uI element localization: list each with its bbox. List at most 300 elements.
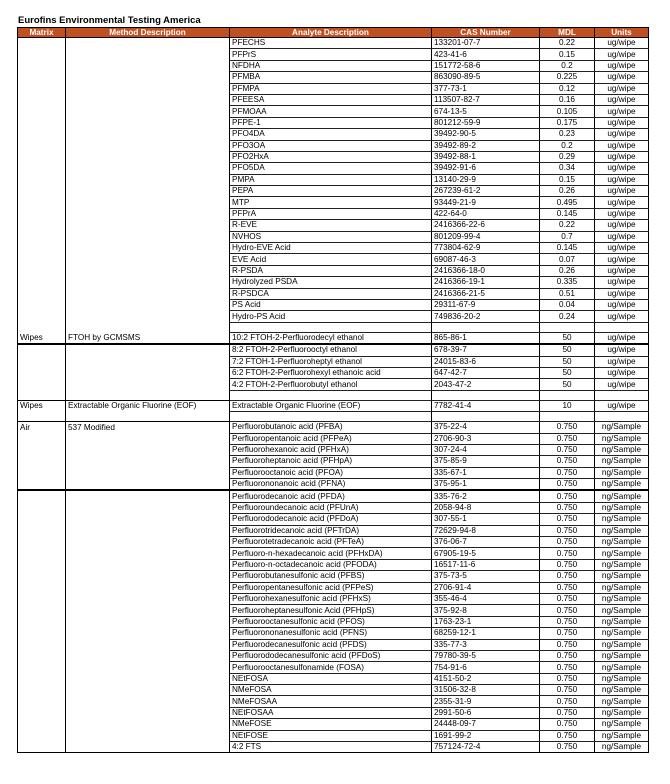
table-row (18, 673, 649, 684)
method-cell (66, 467, 230, 478)
matrix-cell (18, 650, 66, 661)
method-cell (66, 548, 230, 559)
matrix-cell (18, 163, 66, 174)
mdl-cell: 0.26 (540, 186, 595, 197)
table-row (18, 299, 649, 310)
analyte-cell: NMeFOSAA (230, 696, 432, 707)
matrix-cell (18, 129, 66, 140)
method-cell (66, 628, 230, 639)
matrix-cell (18, 265, 66, 276)
cas-number-cell: 2991-50-6 (432, 707, 540, 718)
mdl-cell: 0.34 (540, 163, 595, 174)
cas-number-cell: 678-39-7 (432, 344, 540, 356)
analyte-table (17, 27, 649, 753)
matrix-cell (18, 117, 66, 128)
cas-number-cell: 335-76-2 (432, 490, 540, 502)
units-cell: ng/Sample (595, 662, 649, 673)
matrix-cell (18, 559, 66, 570)
analyte-cell: Hydrolyzed PSDA (230, 277, 432, 288)
matrix-cell (18, 456, 66, 467)
analyte-cell (230, 322, 432, 332)
cas-number-cell: 801212-59-9 (432, 117, 540, 128)
mdl-cell: 0.225 (540, 72, 595, 83)
analyte-cell: Perfluorotetradecanoic acid (PFTeA) (230, 537, 432, 548)
table-row (18, 265, 649, 276)
units-cell: ug/wipe (595, 379, 649, 390)
analyte-cell: PFO3OA (230, 140, 432, 151)
matrix-cell (18, 254, 66, 265)
mdl-cell: 0.750 (540, 548, 595, 559)
table-row (18, 129, 649, 140)
matrix-cell (18, 94, 66, 105)
matrix-cell (18, 616, 66, 627)
table-row (18, 444, 649, 455)
units-cell: ng/Sample (595, 525, 649, 536)
mdl-cell: 0.750 (540, 707, 595, 718)
table-row (18, 502, 649, 513)
units-cell: ng/Sample (595, 571, 649, 582)
units-cell: ug/wipe (595, 60, 649, 71)
cas-number-cell: 16517-11-6 (432, 559, 540, 570)
analyte-cell (230, 412, 432, 422)
matrix-cell: Wipes (18, 400, 66, 411)
analyte-cell: PFO2HxA (230, 151, 432, 162)
method-cell (66, 525, 230, 536)
method-cell (66, 593, 230, 604)
matrix-cell (18, 537, 66, 548)
mdl-cell: 0.145 (540, 243, 595, 254)
mdl-cell: 0.23 (540, 129, 595, 140)
table-row (18, 559, 649, 570)
units-cell: ng/Sample (595, 559, 649, 570)
matrix-cell (18, 467, 66, 478)
analyte-cell: NMeFOSE (230, 719, 432, 730)
analyte-cell: Perfluorononanesulfonic acid (PFNS) (230, 628, 432, 639)
mdl-cell: 0.750 (540, 719, 595, 730)
mdl-cell: 0.750 (540, 433, 595, 444)
matrix-cell: Air (18, 422, 66, 433)
analyte-cell: NEtFOSA (230, 673, 432, 684)
units-cell: ug/wipe (595, 106, 649, 117)
matrix-cell (18, 151, 66, 162)
table-row (18, 639, 649, 650)
units-cell: ng/Sample (595, 456, 649, 467)
mdl-cell: 50 (540, 356, 595, 367)
units-cell: ng/Sample (595, 742, 649, 753)
mdl-cell: 0.750 (540, 559, 595, 570)
matrix-cell (18, 379, 66, 390)
units-cell: ug/wipe (595, 83, 649, 94)
mdl-cell: 50 (540, 379, 595, 390)
units-cell: ng/Sample (595, 605, 649, 616)
units-cell: ug/wipe (595, 38, 649, 49)
matrix-cell (18, 344, 66, 356)
method-cell (66, 707, 230, 718)
matrix-cell (18, 60, 66, 71)
mdl-cell: 0.145 (540, 208, 595, 219)
units-cell: ng/Sample (595, 730, 649, 741)
mdl-cell: 0.750 (540, 685, 595, 696)
matrix-cell (18, 174, 66, 185)
matrix-cell (18, 288, 66, 299)
table-row (18, 662, 649, 673)
matrix-cell: Wipes (18, 332, 66, 344)
mdl-cell: 0.750 (540, 514, 595, 525)
cas-number-cell: 2043-47-2 (432, 379, 540, 390)
units-cell: ng/Sample (595, 628, 649, 639)
mdl-cell: 0.2 (540, 60, 595, 71)
units-cell: ug/wipe (595, 117, 649, 128)
analyte-cell: Perfluorobutanesulfonic acid (PFBS) (230, 571, 432, 582)
analyte-cell: Perfluorononanoic acid (PFNA) (230, 479, 432, 491)
cas-number-cell: 4151-50-2 (432, 673, 540, 684)
units-cell: ug/wipe (595, 254, 649, 265)
method-cell (66, 456, 230, 467)
header-analyte-description: Analyte Description (230, 28, 432, 38)
method-cell (66, 186, 230, 197)
analyte-cell: Perfluoro-n-octadecanoic acid (PFODA) (230, 559, 432, 570)
method-cell (66, 412, 230, 422)
method-cell (66, 582, 230, 593)
units-cell: ug/wipe (595, 129, 649, 140)
matrix-cell (18, 412, 66, 422)
cas-number-cell: 2706-90-3 (432, 433, 540, 444)
matrix-cell (18, 444, 66, 455)
mdl-cell: 0.07 (540, 254, 595, 265)
units-cell: ng/Sample (595, 593, 649, 604)
table-row (18, 433, 649, 444)
units-cell: ug/wipe (595, 174, 649, 185)
analyte-cell: Extractable Organic Fluorine (EOF) (230, 400, 432, 411)
table-row (18, 49, 649, 60)
mdl-cell: 0.750 (540, 571, 595, 582)
cas-number-cell: 2416366-18-0 (432, 265, 540, 276)
spacer-row (18, 322, 649, 332)
matrix-cell (18, 49, 66, 60)
mdl-cell: 0.04 (540, 299, 595, 310)
table-header-row (18, 28, 649, 38)
analyte-cell: Perfluoropentanesulfonic acid (PFPeS) (230, 582, 432, 593)
cas-number-cell: 647-42-7 (432, 367, 540, 378)
cas-number-cell: 375-22-4 (432, 422, 540, 433)
method-cell (66, 650, 230, 661)
analyte-cell: PS Acid (230, 299, 432, 310)
units-cell: ng/Sample (595, 537, 649, 548)
analyte-cell: NVHOS (230, 231, 432, 242)
units-cell (595, 412, 649, 422)
matrix-cell (18, 593, 66, 604)
table-row (18, 231, 649, 242)
cas-number-cell: 68259-12-1 (432, 628, 540, 639)
table-row (18, 582, 649, 593)
table-row (18, 719, 649, 730)
cas-number-cell: 7782-41-4 (432, 400, 540, 411)
table-row (18, 379, 649, 390)
table-row (18, 490, 649, 502)
mdl-cell: 0.750 (540, 628, 595, 639)
cas-number-cell: 2416366-21-5 (432, 288, 540, 299)
table-row (18, 140, 649, 151)
method-cell (66, 356, 230, 367)
analyte-cell: NFDHA (230, 60, 432, 71)
matrix-cell (18, 490, 66, 502)
table-row (18, 94, 649, 105)
method-cell (66, 243, 230, 254)
analyte-cell: Perfluoropentanoic acid (PFPeA) (230, 433, 432, 444)
method-cell (66, 571, 230, 582)
analyte-cell: Perfluorohexanesulfonic acid (PFHxS) (230, 593, 432, 604)
matrix-cell (18, 433, 66, 444)
table-row (18, 650, 649, 661)
report-title: Eurofins Environmental Testing America (18, 15, 201, 26)
mdl-cell: 0.750 (540, 616, 595, 627)
method-cell (66, 72, 230, 83)
analyte-cell: PFPrS (230, 49, 432, 60)
matrix-cell (18, 628, 66, 639)
cas-number-cell: 2706-91-4 (432, 582, 540, 593)
table-row (18, 479, 649, 491)
method-cell: 537 Modified (66, 422, 230, 433)
table-row (18, 174, 649, 185)
matrix-cell (18, 140, 66, 151)
mdl-cell: 0.750 (540, 525, 595, 536)
matrix-cell (18, 719, 66, 730)
matrix-cell (18, 571, 66, 582)
matrix-cell (18, 742, 66, 753)
table-row (18, 514, 649, 525)
matrix-cell (18, 479, 66, 491)
units-cell: ng/Sample (595, 616, 649, 627)
mdl-cell: 50 (540, 332, 595, 344)
method-cell (66, 662, 230, 673)
units-cell: ng/Sample (595, 479, 649, 491)
spacer-row (18, 412, 649, 422)
matrix-cell (18, 514, 66, 525)
table-row (18, 311, 649, 322)
cas-number-cell: 749836-20-2 (432, 311, 540, 322)
cas-number-cell: 376-06-7 (432, 537, 540, 548)
units-cell: ng/Sample (595, 582, 649, 593)
cas-number-cell (432, 322, 540, 332)
table-row (18, 344, 649, 356)
cas-number-cell: 2416366-22-6 (432, 220, 540, 231)
analyte-cell: 4:2 FTS (230, 742, 432, 753)
analyte-cell: PFPrA (230, 208, 432, 219)
cas-number-cell: 335-67-1 (432, 467, 540, 478)
table-row (18, 742, 649, 753)
analyte-cell: R-PSDCA (230, 288, 432, 299)
table-row (18, 60, 649, 71)
method-cell (66, 742, 230, 753)
table-row (18, 243, 649, 254)
units-cell: ng/Sample (595, 719, 649, 730)
cas-number-cell: 375-92-8 (432, 605, 540, 616)
analyte-cell: R-EVE (230, 220, 432, 231)
cas-number-cell: 375-95-1 (432, 479, 540, 491)
analyte-cell: Hydro-PS Acid (230, 311, 432, 322)
cas-number-cell: 375-85-9 (432, 456, 540, 467)
cas-number-cell: 754-91-6 (432, 662, 540, 673)
cas-number-cell: 801209-99-4 (432, 231, 540, 242)
units-cell: ng/Sample (595, 467, 649, 478)
table-row (18, 696, 649, 707)
analyte-cell: Hydro-EVE Acid (230, 243, 432, 254)
table-row (18, 422, 649, 433)
units-cell: ng/Sample (595, 673, 649, 684)
method-cell (66, 719, 230, 730)
cas-number-cell: 1763-23-1 (432, 616, 540, 627)
analyte-cell: PFPE-1 (230, 117, 432, 128)
header-cas-number: CAS Number (432, 28, 540, 38)
method-cell (66, 106, 230, 117)
cas-number-cell: 335-77-3 (432, 639, 540, 650)
analyte-cell: Perfluorododecanoic acid (PFDoA) (230, 514, 432, 525)
table-row (18, 525, 649, 536)
cas-number-cell: 93449-21-9 (432, 197, 540, 208)
table-row (18, 208, 649, 219)
matrix-cell (18, 72, 66, 83)
analyte-cell: PFMPA (230, 83, 432, 94)
cas-number-cell: 307-24-4 (432, 444, 540, 455)
method-cell (66, 277, 230, 288)
cas-number-cell: 39492-90-5 (432, 129, 540, 140)
units-cell: ug/wipe (595, 49, 649, 60)
cas-number-cell: 133201-07-7 (432, 38, 540, 49)
cas-number-cell: 423-41-6 (432, 49, 540, 60)
method-cell (66, 559, 230, 570)
mdl-cell: 0.2 (540, 140, 595, 151)
analyte-cell: Perfluorotridecanoic acid (PFTrDA) (230, 525, 432, 536)
table-row (18, 72, 649, 83)
matrix-cell (18, 390, 66, 400)
table-row (18, 616, 649, 627)
table-row (18, 288, 649, 299)
units-cell: ug/wipe (595, 163, 649, 174)
method-cell (66, 83, 230, 94)
table-row (18, 38, 649, 49)
table-row (18, 537, 649, 548)
units-cell: ug/wipe (595, 311, 649, 322)
mdl-cell: 0.750 (540, 696, 595, 707)
method-cell (66, 514, 230, 525)
analyte-cell: Perfluoroheptanesulfonic Acid (PFHpS) (230, 605, 432, 616)
table-row (18, 254, 649, 265)
analyte-cell: Perfluorooctanesulfonic acid (PFOS) (230, 616, 432, 627)
table-row (18, 332, 649, 344)
mdl-cell: 0.335 (540, 277, 595, 288)
header-mdl: MDL (540, 28, 595, 38)
method-cell (66, 299, 230, 310)
matrix-cell (18, 367, 66, 378)
cas-number-cell: 69087-46-3 (432, 254, 540, 265)
method-cell (66, 673, 230, 684)
method-cell (66, 288, 230, 299)
units-cell: ug/wipe (595, 186, 649, 197)
mdl-cell: 0.15 (540, 174, 595, 185)
cas-number-cell: 267239-61-2 (432, 186, 540, 197)
units-cell: ug/wipe (595, 277, 649, 288)
analyte-cell: 6:2 FTOH-2-Perfluorohexyl ethanoic acid (230, 367, 432, 378)
units-cell: ug/wipe (595, 265, 649, 276)
table-row (18, 117, 649, 128)
matrix-cell (18, 38, 66, 49)
cas-number-cell: 355-46-4 (432, 593, 540, 604)
mdl-cell: 0.750 (540, 502, 595, 513)
table-row (18, 628, 649, 639)
table-row (18, 548, 649, 559)
cas-number-cell: 2058-94-8 (432, 502, 540, 513)
units-cell: ng/Sample (595, 444, 649, 455)
mdl-cell: 0.750 (540, 444, 595, 455)
cas-number-cell: 773804-62-9 (432, 243, 540, 254)
mdl-cell: 50 (540, 344, 595, 356)
method-cell (66, 685, 230, 696)
units-cell: ng/Sample (595, 639, 649, 650)
method-cell (66, 174, 230, 185)
cas-number-cell: 757124-72-4 (432, 742, 540, 753)
analyte-cell: Perfluorobutanoic acid (PFBA) (230, 422, 432, 433)
analyte-cell (230, 390, 432, 400)
units-cell: ng/Sample (595, 502, 649, 513)
units-cell (595, 322, 649, 332)
analyte-cell: 4:2 FTOH-2-Perfluorobutyl ethanol (230, 379, 432, 390)
analyte-cell: EVE Acid (230, 254, 432, 265)
table-row (18, 593, 649, 604)
analyte-cell: Perfluorododecanesulfonic acid (PFDoS) (230, 650, 432, 661)
header-matrix: Matrix (18, 28, 66, 38)
mdl-cell: 0.750 (540, 605, 595, 616)
mdl-cell: 10 (540, 400, 595, 411)
cas-number-cell: 79780-39-5 (432, 650, 540, 661)
table-row (18, 197, 649, 208)
units-cell: ug/wipe (595, 367, 649, 378)
analyte-cell: MTP (230, 197, 432, 208)
mdl-cell: 0.750 (540, 662, 595, 673)
cas-number-cell (432, 412, 540, 422)
method-cell (66, 605, 230, 616)
table-row (18, 106, 649, 117)
units-cell: ug/wipe (595, 288, 649, 299)
method-cell (66, 537, 230, 548)
cas-number-cell: 31506-32-8 (432, 685, 540, 696)
analyte-cell: NMeFOSA (230, 685, 432, 696)
analyte-cell: 7:2 FTOH-1-Perfluoroheptyl ethanol (230, 356, 432, 367)
table-row (18, 685, 649, 696)
matrix-cell (18, 730, 66, 741)
cas-number-cell (432, 390, 540, 400)
method-cell (66, 433, 230, 444)
method-cell: FTOH by GCMSMS (66, 332, 230, 344)
units-cell: ng/Sample (595, 650, 649, 661)
matrix-cell (18, 186, 66, 197)
analyte-cell: PFEESA (230, 94, 432, 105)
cas-number-cell: 375-73-5 (432, 571, 540, 582)
method-cell (66, 60, 230, 71)
analyte-cell: Perfluoroundecanoic acid (PFUnA) (230, 502, 432, 513)
table-row (18, 605, 649, 616)
cas-number-cell: 1691-99-2 (432, 730, 540, 741)
header-units: Units (595, 28, 649, 38)
mdl-cell (540, 390, 595, 400)
method-cell (66, 38, 230, 49)
units-cell: ng/Sample (595, 696, 649, 707)
units-cell: ug/wipe (595, 231, 649, 242)
mdl-cell: 0.750 (540, 537, 595, 548)
matrix-cell (18, 707, 66, 718)
mdl-cell: 0.750 (540, 582, 595, 593)
method-cell (66, 163, 230, 174)
matrix-cell (18, 277, 66, 288)
